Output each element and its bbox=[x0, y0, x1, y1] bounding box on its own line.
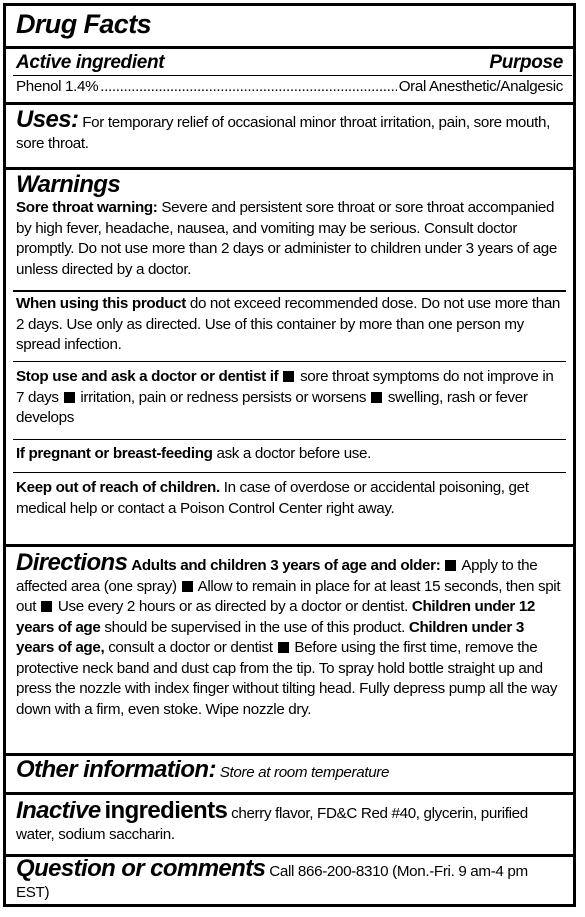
sore-throat-warning-text: Severe and persistent sore throat or sore throat accompanied by high fever, headache, nausea, and vomiting may be serious. Consult doctor promptly. Do not use more than 2 days or administer to children under 3 years of age unless directed by a doctor. bbox=[16, 199, 557, 278]
keep-out-label: Keep out of reach of children. bbox=[16, 479, 220, 496]
purpose-heading: Purpose bbox=[489, 52, 563, 73]
stop-use-section bbox=[6, 367, 573, 429]
divider bbox=[13, 290, 566, 292]
questions-section bbox=[6, 859, 573, 903]
warnings-section bbox=[6, 172, 573, 280]
divider bbox=[6, 46, 573, 49]
directions-heading: Directions bbox=[16, 553, 128, 576]
directions-step: Allow to remain in place for at least 15 seconds, then spit out bbox=[16, 577, 561, 615]
active-ingredient-purpose: Oral Anesthetic/Analgesic bbox=[398, 78, 563, 95]
inactive-ingredients-text: cherry flavor, FD&C Red #40, glycerin, purified water, sodium saccharin. bbox=[16, 805, 528, 843]
children-under-3-text: consult a doctor or dentist bbox=[108, 639, 273, 656]
keep-out-section bbox=[6, 478, 573, 519]
when-using-text: do not exceed recommended dose. Do not use more than 2 days. Use only as directed. Use of this container by more than one person my spread infection. bbox=[16, 295, 561, 353]
divider bbox=[13, 439, 566, 440]
bullet-square-icon bbox=[64, 392, 75, 403]
title-section bbox=[6, 8, 573, 40]
children-under-12-label: Children under 12 years of age bbox=[16, 598, 536, 636]
bullet-square-icon bbox=[278, 642, 289, 653]
bullet-square-icon bbox=[371, 392, 382, 403]
drug-facts-panel bbox=[3, 3, 576, 907]
directions-step: Use every 2 hours or as directed by a doctor or dentist. bbox=[57, 598, 408, 615]
pregnant-text: ask a doctor before use. bbox=[216, 445, 372, 462]
divider bbox=[6, 102, 573, 105]
uses-heading: Uses: bbox=[16, 110, 79, 133]
questions-heading: Question or comments bbox=[16, 859, 266, 882]
divider bbox=[6, 792, 573, 795]
directions-adults-label: Adults and children 3 years of age and older: bbox=[131, 557, 441, 574]
divider bbox=[6, 753, 573, 756]
divider bbox=[6, 167, 573, 170]
divider bbox=[6, 544, 573, 547]
stop-use-label: Stop use and ask a doctor or dentist if bbox=[16, 368, 279, 385]
other-information-heading: Other information: bbox=[16, 760, 216, 783]
when-using-label: When using this product bbox=[16, 295, 186, 312]
when-using-section bbox=[6, 294, 573, 356]
other-information-text: Store at room temperature bbox=[219, 764, 390, 781]
directions-step: Before using the first time, remove the protective neck band and dust cap from the tip. To spray hold bottle straight up and press the nozzle with index finger without tilting head. Fully depress pump all the way down with a firm, even stoke. Wipe nozzle dry. bbox=[16, 639, 558, 718]
active-ingredient-heading: Active ingredient bbox=[16, 52, 165, 73]
keep-out-text: In case of overdose or accidental poisoning, get medical help or contact a Poison Control Center right away. bbox=[16, 479, 529, 517]
divider bbox=[13, 361, 566, 362]
pregnant-section bbox=[6, 444, 573, 465]
warnings-heading: Warnings bbox=[16, 172, 121, 198]
uses-text: For temporary relief of occasional minor throat irritation, pain, sore mouth, sore throat. bbox=[16, 114, 550, 152]
divider bbox=[13, 472, 566, 473]
directions-step: Apply to the affected area (one spray) bbox=[16, 557, 538, 595]
bullet-square-icon bbox=[445, 560, 456, 571]
stop-use-item: irritation, pain or redness persists or worsens bbox=[80, 388, 367, 406]
inactive-ingredients-heading-rest: ingredients bbox=[104, 801, 228, 824]
active-ingredient-name: Phenol 1.4% bbox=[16, 78, 99, 95]
bullet-square-icon bbox=[182, 581, 193, 592]
children-under-12-text: should be supervised in the use of this product. bbox=[104, 618, 405, 636]
children-under-3-label: Children under 3 years of age, bbox=[16, 618, 524, 656]
directions-section bbox=[6, 553, 573, 720]
other-information-section bbox=[6, 760, 573, 784]
bullet-square-icon bbox=[283, 371, 294, 382]
page-title: Drug Facts bbox=[16, 9, 152, 39]
uses-section bbox=[6, 110, 573, 154]
active-ingredient-section bbox=[6, 52, 573, 96]
dot-leader bbox=[100, 77, 396, 96]
bullet-square-icon bbox=[41, 601, 52, 612]
stop-use-item: sore throat symptoms do not improve in 7 days bbox=[16, 368, 554, 406]
inactive-ingredients-section bbox=[6, 801, 573, 845]
sore-throat-warning-label: Sore throat warning: bbox=[16, 199, 158, 216]
stop-use-item: swelling, rash or fever develops bbox=[16, 388, 528, 426]
divider bbox=[13, 75, 572, 76]
divider bbox=[6, 854, 573, 857]
pregnant-label: If pregnant or breast-feeding bbox=[16, 445, 213, 462]
questions-text: Call 866-200-8310 (Mon.-Fri. 9 am-4 pm EST) bbox=[16, 863, 528, 901]
inactive-ingredients-heading: Inactive bbox=[16, 801, 101, 824]
